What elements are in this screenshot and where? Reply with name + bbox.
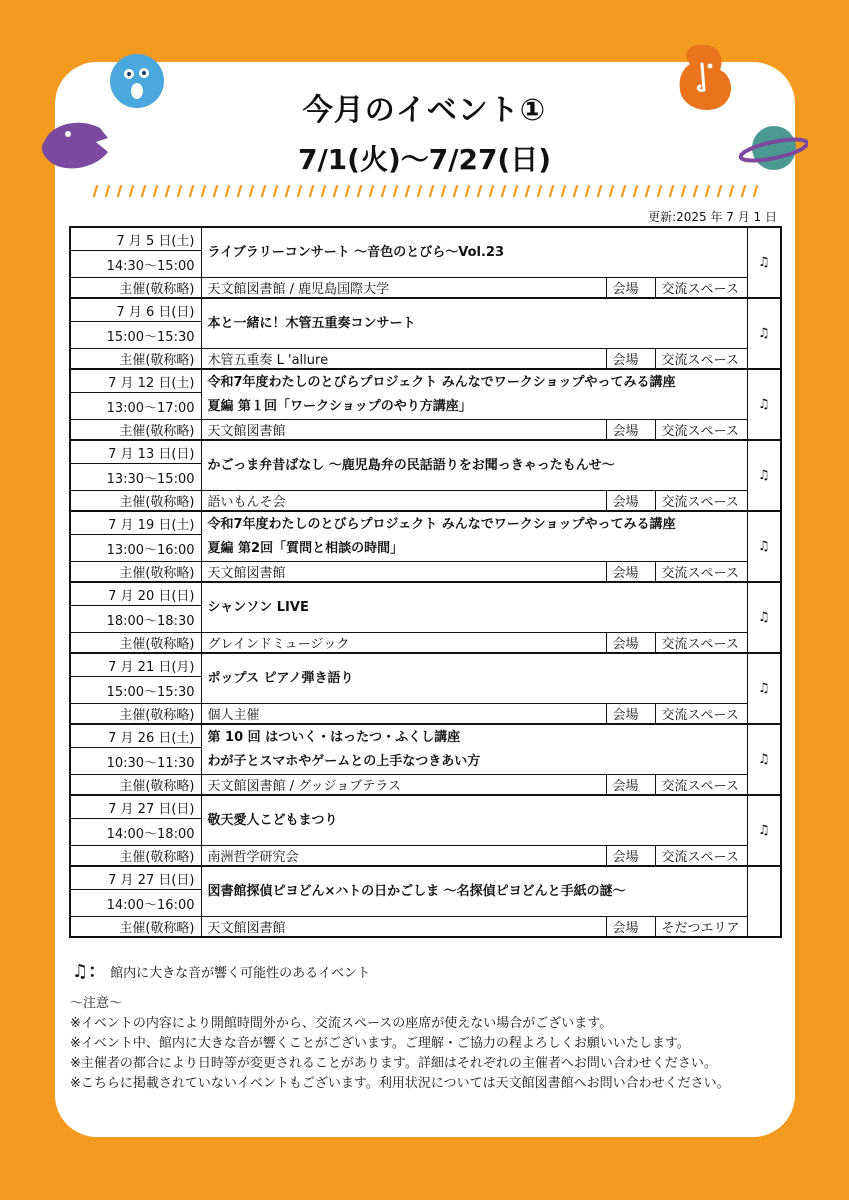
- event-date: 7 月 27 日(日): [70, 866, 201, 890]
- venue-label: 会場: [606, 846, 655, 867]
- event-time: 13:30～15:00: [70, 464, 201, 491]
- event-date: 7 月 5 日(土): [70, 227, 201, 251]
- dash-mark: [730, 186, 733, 196]
- dash-mark: [586, 186, 589, 196]
- dash-mark: [346, 186, 349, 196]
- venue-label: 会場: [606, 917, 655, 938]
- dash-mark: [466, 186, 469, 196]
- dash-mark: [286, 186, 289, 196]
- event-name-line: ポップス ピアノ弾き語り: [207, 670, 354, 686]
- event-row: [70, 440, 781, 464]
- music-note-icon: ♫：: [72, 961, 107, 982]
- legend-text: 館内に大きな音が響く可能性のあるイベント: [110, 966, 371, 981]
- updated-date: 更新:2025 年 7 月 1 日: [648, 210, 777, 224]
- event-date: 7 月 21 日(月): [70, 653, 201, 677]
- dash-mark: [130, 186, 133, 196]
- loud-sound-icon: [747, 866, 781, 937]
- events-table: [69, 226, 782, 938]
- dash-mark: [178, 186, 181, 196]
- event-row: [70, 795, 781, 819]
- venue-label: 会場: [606, 278, 655, 299]
- dash-mark: [322, 186, 325, 196]
- loud-sound-icon: ♫: [747, 795, 781, 866]
- event-venue: 交流スペース: [655, 349, 747, 370]
- event-host: 木管五重奏 L 'allure: [201, 349, 606, 370]
- event-venue: 交流スペース: [655, 491, 747, 512]
- event-date: 7 月 19 日(土): [70, 511, 201, 535]
- dash-mark: [502, 186, 505, 196]
- event-date: 7 月 26 日(土): [70, 724, 201, 748]
- event-name-line: 夏編 第１回「ワークショップのやり方講座」: [207, 398, 472, 414]
- event-host: 個人主催: [201, 704, 606, 725]
- venue-label: 会場: [606, 562, 655, 583]
- note-item: ※イベントの内容により開館時間外から、交流スペースの座席が使えない場合がございます。: [70, 1016, 613, 1031]
- venue-label: 会場: [606, 491, 655, 512]
- notes-heading: ～注意～: [70, 996, 123, 1011]
- event-name-line: わが子とスマホやゲームとの上手なつきあい方: [207, 753, 481, 769]
- event-venue: 交流スペース: [655, 775, 747, 796]
- event-host: 天文館図書館: [201, 420, 606, 441]
- host-label: 主催(敬称略): [70, 846, 201, 867]
- event-row: [70, 724, 781, 748]
- host-label: 主催(敬称略): [70, 917, 201, 938]
- event-name-line: ライブラリーコンサート ～音色のとびら～Vol.23: [207, 244, 505, 260]
- event-name: [201, 582, 747, 633]
- event-time: 15:00～15:30: [70, 677, 201, 704]
- dash-mark: [598, 186, 601, 196]
- dash-mark: [706, 186, 709, 196]
- event-name: [201, 511, 747, 562]
- event-row: [70, 298, 781, 322]
- event-host-row: [70, 846, 781, 867]
- dash-mark: [310, 186, 313, 196]
- event-date: 7 月 20 日(日): [70, 582, 201, 606]
- dash-mark: [166, 186, 169, 196]
- dash-mark: [514, 186, 517, 196]
- loud-sound-icon: ♫: [747, 582, 781, 653]
- dash-mark: [106, 186, 109, 196]
- event-time: 13:00～17:00: [70, 393, 201, 420]
- event-host: 天文館図書館 / 鹿児島国際大学: [201, 278, 606, 299]
- loud-sound-icon: ♫: [747, 369, 781, 440]
- loud-sound-icon: ♫: [747, 653, 781, 724]
- legend: [72, 957, 370, 983]
- event-time: 14:00～16:00: [70, 890, 201, 917]
- event-name: [201, 440, 747, 491]
- dash-mark: [418, 186, 421, 196]
- event-venue: 交流スペース: [655, 704, 747, 725]
- dash-mark: [442, 186, 445, 196]
- host-label: 主催(敬称略): [70, 704, 201, 725]
- venue-label: 会場: [606, 349, 655, 370]
- dash-mark: [526, 186, 529, 196]
- dash-mark: [406, 186, 409, 196]
- event-row: [70, 227, 781, 251]
- dash-mark: [274, 186, 277, 196]
- dash-mark: [154, 186, 157, 196]
- note-item: ※こちらに掲載されていないイベントもございます。利用状況については天文館図書館へお問い合わせください。: [70, 1076, 730, 1091]
- event-host: 天文館図書館 / グッジョブテラス: [201, 775, 606, 796]
- dash-mark: [742, 186, 745, 196]
- event-host-row: [70, 633, 781, 654]
- event-name: [201, 369, 747, 420]
- host-label: 主催(敬称略): [70, 278, 201, 299]
- event-name-line: 第 10 回 はついく・はったつ・ふくし講座: [207, 729, 461, 745]
- event-date: 7 月 6 日(日): [70, 298, 201, 322]
- event-venue: 交流スペース: [655, 846, 747, 867]
- note-item: ※主催者の都合により日時等が変更されることがあります。詳細はそれぞれの主催者へお問い合わせください。: [70, 1056, 717, 1071]
- event-host: 南洲哲学研究会: [201, 846, 606, 867]
- dash-mark: [190, 186, 193, 196]
- loud-sound-icon: ♫: [747, 724, 781, 795]
- event-name: [201, 653, 747, 704]
- dash-mark: [358, 186, 361, 196]
- dash-mark: [478, 186, 481, 196]
- event-name: [201, 227, 747, 278]
- host-label: 主催(敬称略): [70, 562, 201, 583]
- notes: [70, 994, 730, 1094]
- event-name: [201, 866, 747, 917]
- event-name-line: 令和7年度わたしのとびらプロジェクト みんなでワークショップやってみる講座: [207, 374, 676, 390]
- event-name-line: 図書館探偵ピヨどん×ハトの日かごしま ～名探偵ピヨどんと手紙の謎～: [207, 883, 626, 899]
- dash-mark: [550, 186, 553, 196]
- dash-mark: [382, 186, 385, 196]
- dash-mark: [334, 186, 337, 196]
- host-label: 主催(敬称略): [70, 633, 201, 654]
- dash-mark: [142, 186, 145, 196]
- event-name: [201, 724, 747, 775]
- dash-mark: [298, 186, 301, 196]
- event-row: [70, 369, 781, 393]
- dash-mark: [94, 186, 97, 196]
- event-name-line: 夏編 第2回「質問と相談の時間」: [207, 540, 404, 556]
- host-label: 主催(敬称略): [70, 491, 201, 512]
- dash-mark: [670, 186, 673, 196]
- dash-mark: [658, 186, 661, 196]
- dash-mark: [682, 186, 685, 196]
- dash-mark: [118, 186, 121, 196]
- event-host-row: [70, 420, 781, 441]
- event-date: 7 月 27 日(日): [70, 795, 201, 819]
- event-name-line: かごっま弁昔ばなし ～鹿児島弁の民話語りをお聞っきゃったもんせ～: [207, 457, 615, 473]
- dash-mark: [202, 186, 205, 196]
- event-time: 15:00～15:30: [70, 322, 201, 349]
- event-venue: 交流スペース: [655, 278, 747, 299]
- event-host: グレインドミュージック: [201, 633, 606, 654]
- event-time: 10:30～11:30: [70, 748, 201, 775]
- date-range: 7/1(火)～7/27(日): [297, 143, 552, 176]
- dash-mark: [250, 186, 253, 196]
- event-date: 7 月 12 日(土): [70, 369, 201, 393]
- event-row: [70, 866, 781, 890]
- event-name-line: 令和7年度わたしのとびらプロジェクト みんなでワークショップやってみる講座: [207, 516, 676, 532]
- dash-mark: [226, 186, 229, 196]
- event-venue: そだつエリア: [655, 917, 747, 938]
- host-label: 主催(敬称略): [70, 775, 201, 796]
- dash-mark: [574, 186, 577, 196]
- event-host-row: [70, 917, 781, 938]
- event-host-row: [70, 491, 781, 512]
- dash-mark: [610, 186, 613, 196]
- loud-sound-icon: ♫: [747, 298, 781, 369]
- dash-mark: [634, 186, 637, 196]
- event-name-line: シャンソン LIVE: [207, 599, 309, 615]
- event-host-row: [70, 349, 781, 370]
- event-host-row: [70, 775, 781, 796]
- note-item: ※イベント中、館内に大きな音が響くことがございます。ご理解・ご協力の程よろしくお願いいたします。: [70, 1036, 690, 1051]
- event-host: 天文館図書館: [201, 917, 606, 938]
- dash-mark: [622, 186, 625, 196]
- dash-mark: [538, 186, 541, 196]
- dash-mark: [430, 186, 433, 196]
- event-time: 14:00～18:00: [70, 819, 201, 846]
- host-label: 主催(敬称略): [70, 349, 201, 370]
- event-venue: 交流スペース: [655, 633, 747, 654]
- event-host: 語いもんそ会: [201, 491, 606, 512]
- loud-sound-icon: ♫: [747, 440, 781, 511]
- dash-mark: [238, 186, 241, 196]
- event-name-line: 本と一緒に！木管五重奏コンサート: [207, 315, 416, 331]
- venue-label: 会場: [606, 704, 655, 725]
- loud-sound-icon: ♫: [747, 511, 781, 582]
- dash-mark: [694, 186, 697, 196]
- venue-label: 会場: [606, 775, 655, 796]
- page-title: 今月のイベント①: [302, 93, 547, 128]
- dash-mark: [490, 186, 493, 196]
- event-name: [201, 298, 747, 349]
- venue-label: 会場: [606, 420, 655, 441]
- dash-mark: [646, 186, 649, 196]
- event-venue: 交流スペース: [655, 562, 747, 583]
- event-row: [70, 582, 781, 606]
- event-date: 7 月 13 日(日): [70, 440, 201, 464]
- event-time: 13:00～16:00: [70, 535, 201, 562]
- dash-mark: [718, 186, 721, 196]
- dash-mark: [214, 186, 217, 196]
- event-name-line: 敬天愛人こどもまつり: [207, 812, 338, 828]
- dash-mark: [370, 186, 373, 196]
- dashed-divider: [90, 184, 760, 198]
- event-time: 14:30～15:00: [70, 251, 201, 278]
- event-time: 18:00～18:30: [70, 606, 201, 633]
- event-host-row: [70, 562, 781, 583]
- dash-mark: [394, 186, 397, 196]
- dash-mark: [454, 186, 457, 196]
- event-host-row: [70, 278, 781, 299]
- event-row: [70, 653, 781, 677]
- event-host: 天文館図書館: [201, 562, 606, 583]
- dash-mark: [754, 186, 757, 196]
- venue-label: 会場: [606, 633, 655, 654]
- event-host-row: [70, 704, 781, 725]
- loud-sound-icon: ♫: [747, 227, 781, 298]
- event-row: [70, 511, 781, 535]
- event-venue: 交流スペース: [655, 420, 747, 441]
- host-label: 主催(敬称略): [70, 420, 201, 441]
- event-name: [201, 795, 747, 846]
- dash-mark: [262, 186, 265, 196]
- dash-mark: [562, 186, 565, 196]
